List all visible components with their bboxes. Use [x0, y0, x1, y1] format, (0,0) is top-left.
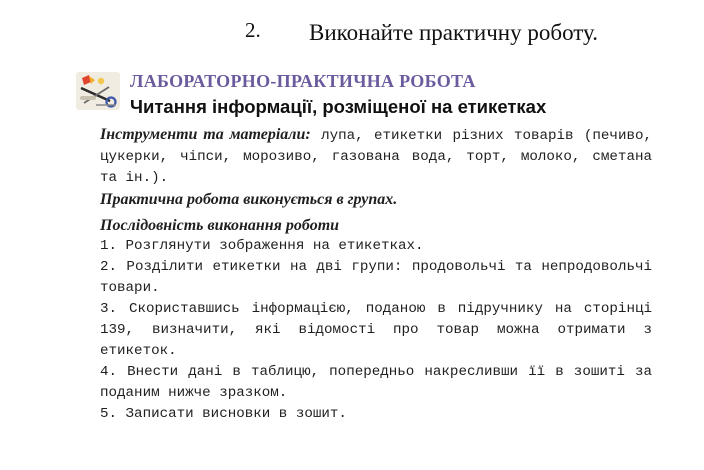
- instruments-text: лупа, етикетки різних товарів (печиво, цукерки, чіпси, морозиво, газована вода, торт, молоко, сметана та ін.).: [100, 128, 652, 186]
- lab-heading: ЛАБОРАТОРНО-ПРАКТИЧНА РОБОТА: [130, 71, 476, 91]
- task-instruction: Виконайте практичну роботу.: [309, 20, 598, 45]
- step-4: 4. Внести дані в таблицю, попередньо накресливши її в зошиті за поданим нижче зразком.: [100, 364, 652, 401]
- step-5: 5. Записати висновки в зошит.: [100, 406, 347, 422]
- instruments-paragraph: [100, 124, 652, 189]
- step-1: 1. Розглянути зображення на етикетках.: [100, 238, 424, 254]
- lab-tools-icon: [76, 72, 120, 110]
- sequence-title: Послідовність виконання роботи: [100, 217, 340, 234]
- step-3: 3. Скориставшись інформацією, поданою в підручнику на сторінці 139, визначити, які відомості про товар можна отримати з етикеток.: [100, 301, 652, 359]
- instruments-label: Інструменти та матеріали:: [100, 126, 311, 143]
- lab-topic: Читання інформації, розміщеної на етикетках: [130, 96, 547, 117]
- step-2: 2. Розділити етикетки на дві групи: продовольчі та непродовольчі товари.: [100, 259, 652, 296]
- group-note: Практична робота виконується в групах.: [100, 191, 398, 208]
- lab-body: [100, 124, 652, 425]
- task-number: 2.: [245, 18, 261, 42]
